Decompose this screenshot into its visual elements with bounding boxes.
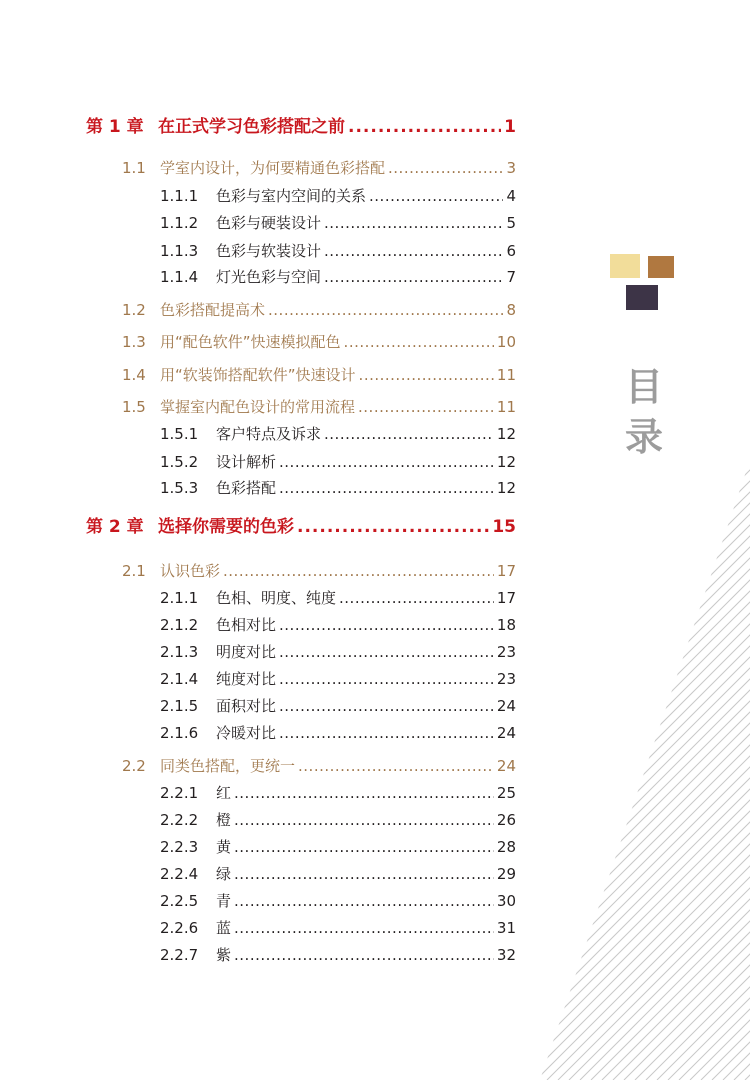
toc-entry-sub	[160, 836, 516, 857]
toc-title: 认识色彩	[160, 562, 221, 580]
dot-leader	[279, 724, 494, 742]
dot-leader	[298, 757, 494, 775]
toc-title: 同类色搭配，更统一	[160, 757, 296, 775]
toc-entry-section	[122, 157, 516, 178]
toc-page-number: 4	[506, 187, 516, 205]
toc-title: 灯光色彩与空间	[216, 268, 322, 286]
toc-entry-sub	[160, 782, 516, 803]
toc-title: 青	[216, 892, 232, 910]
toc-title: 蓝	[216, 919, 232, 937]
toc-title: 色彩与硬装设计	[216, 214, 322, 232]
toc-number: 1.1	[122, 159, 146, 177]
toc-entry-sub	[160, 668, 516, 689]
toc-number: 2.2	[122, 757, 146, 775]
toc-title: 红	[216, 784, 232, 802]
dot-leader	[279, 670, 494, 688]
toc-title: 色彩搭配	[216, 479, 277, 497]
toc-title: 掌握室内配色设计的常用流程	[160, 398, 356, 416]
toc-number: 1.5	[122, 398, 146, 416]
dot-leader	[234, 946, 494, 964]
toc-page-number: 12	[496, 425, 516, 443]
toc-number: 1.1.4	[160, 268, 199, 286]
toc-number: 1.1.1	[160, 187, 199, 205]
toc-page-number: 17	[496, 589, 516, 607]
toc-number: 1.1.3	[160, 242, 199, 260]
dot-leader	[324, 268, 503, 286]
toc-title: 橙	[216, 811, 232, 829]
toc-page-number: 29	[496, 865, 516, 883]
toc-page-number: 24	[496, 697, 516, 715]
toc-number: 2.2.3	[160, 838, 199, 856]
dot-leader	[279, 697, 494, 715]
toc-number: 第 2 章	[86, 517, 144, 537]
toc-page-number: 15	[492, 517, 516, 537]
dot-leader	[234, 892, 494, 910]
toc-title: 面积对比	[216, 697, 277, 715]
dot-leader	[234, 811, 494, 829]
toc-number: 2.1.1	[160, 589, 199, 607]
toc-number: 2.1	[122, 562, 146, 580]
toc-page-number: 1	[504, 117, 516, 137]
toc-entry-sub	[160, 890, 516, 911]
dot-leader	[268, 301, 503, 319]
dot-leader	[234, 919, 494, 937]
toc-title: 色彩与室内空间的关系	[216, 187, 367, 205]
dot-leader	[279, 479, 494, 497]
dot-leader	[234, 838, 494, 856]
toc-page-number: 3	[506, 159, 516, 177]
toc-entry-section	[122, 396, 516, 417]
toc-page-number: 31	[496, 919, 516, 937]
toc-number: 2.1.4	[160, 670, 199, 688]
toc-page-number: 24	[496, 757, 516, 775]
toc-title: 客户特点及诉求	[216, 425, 322, 443]
toc-entry-section	[122, 560, 516, 581]
toc-page-number: 28	[496, 838, 516, 856]
toc-page-number: 12	[496, 453, 516, 471]
toc-page-number: 11	[496, 398, 516, 416]
toc-number: 2.2.5	[160, 892, 199, 910]
toc-number: 2.1.5	[160, 697, 199, 715]
toc-entry-sub	[160, 641, 516, 662]
dot-leader	[279, 616, 494, 634]
toc-number: 2.2.2	[160, 811, 199, 829]
toc-page-number: 24	[496, 724, 516, 742]
toc-title: 学室内设计，为何要精通色彩搭配	[160, 159, 386, 177]
toc-title: 纯度对比	[216, 670, 277, 688]
dot-leader	[234, 784, 494, 802]
toc-number: 2.2.7	[160, 946, 199, 964]
toc-entry-sub	[160, 212, 516, 233]
toc-title: 色相、明度、纯度	[216, 589, 337, 607]
toc-entry-sub	[160, 809, 516, 830]
toc-entry-sub	[160, 863, 516, 884]
toc-number: 1.3	[122, 333, 146, 351]
dot-leader	[344, 333, 494, 351]
toc-title: 色彩与软装设计	[216, 242, 322, 260]
toc-entry-chapter	[86, 112, 516, 137]
toc-number: 2.1.3	[160, 643, 199, 661]
toc-title: 色彩搭配提高术	[160, 301, 266, 319]
toc-entry-sub	[160, 477, 516, 498]
toc-number: 1.4	[122, 366, 146, 384]
toc-page-number: 7	[506, 268, 516, 286]
dot-leader	[297, 517, 489, 537]
toc-title: 色相对比	[216, 616, 277, 634]
toc-title: 黄	[216, 838, 232, 856]
toc-entry-sub	[160, 614, 516, 635]
toc-title: 选择你需要的色彩	[158, 517, 294, 537]
dot-leader	[324, 425, 494, 443]
toc-entry-section	[122, 364, 516, 385]
toc-title: 用“软装饰搭配软件”快速设计	[160, 366, 356, 384]
toc-number: 1.5.1	[160, 425, 199, 443]
dot-leader	[324, 214, 503, 232]
toc-page-number: 10	[496, 333, 516, 351]
toc-entry-section	[122, 755, 516, 776]
toc-page-number: 5	[506, 214, 516, 232]
dot-leader	[388, 159, 503, 177]
dot-leader	[234, 865, 494, 883]
toc-page-number: 32	[496, 946, 516, 964]
toc-page-number: 23	[496, 670, 516, 688]
toc-title: 紫	[216, 946, 232, 964]
dot-leader	[339, 589, 494, 607]
dot-leader	[279, 643, 494, 661]
toc-title: 设计解析	[216, 453, 277, 471]
toc-entry-sub	[160, 185, 516, 206]
toc-number: 1.2	[122, 301, 146, 319]
side-title: 目录	[624, 365, 663, 459]
toc-entry-sub	[160, 722, 516, 743]
toc-entry-sub	[160, 423, 516, 444]
toc-title: 冷暖对比	[216, 724, 277, 742]
dot-leader	[358, 398, 494, 416]
toc-entry-sub	[160, 266, 516, 287]
toc-entry-sub	[160, 917, 516, 938]
toc-number: 2.2.1	[160, 784, 199, 802]
toc-title: 在正式学习色彩搭配之前	[158, 117, 345, 137]
toc-number: 2.1.6	[160, 724, 199, 742]
toc-entry-sub	[160, 695, 516, 716]
color-swatch-dark	[626, 285, 658, 310]
toc-number: 2.1.2	[160, 616, 199, 634]
toc-page-number: 6	[506, 242, 516, 260]
toc-page-number: 23	[496, 643, 516, 661]
dot-leader	[359, 366, 494, 384]
toc-entry-section	[122, 299, 516, 320]
toc-number: 2.2.4	[160, 865, 199, 883]
dot-leader	[223, 562, 494, 580]
dot-leader	[369, 187, 503, 205]
toc-title: 绿	[216, 865, 232, 883]
toc-page-number: 11	[496, 366, 516, 384]
toc-page-number: 25	[496, 784, 516, 802]
toc-entry-chapter	[86, 512, 516, 537]
toc-entry-sub	[160, 944, 516, 965]
toc-title: 明度对比	[216, 643, 277, 661]
toc-page-number: 12	[496, 479, 516, 497]
toc-number: 2.2.6	[160, 919, 199, 937]
toc-page-number: 30	[496, 892, 516, 910]
toc-number: 1.5.2	[160, 453, 199, 471]
toc-entry-sub	[160, 240, 516, 261]
toc-entry-section	[122, 331, 516, 352]
color-swatch-brown	[648, 256, 674, 278]
toc-page-number: 8	[506, 301, 516, 319]
toc-number: 1.5.3	[160, 479, 199, 497]
toc-number: 第 1 章	[86, 117, 144, 137]
diagonal-stripes-decoration	[540, 460, 750, 1080]
toc-entry-sub	[160, 587, 516, 608]
toc-page-number: 26	[496, 811, 516, 829]
toc-number: 1.1.2	[160, 214, 199, 232]
color-swatch-cream	[610, 254, 640, 278]
toc-page-number: 17	[496, 562, 516, 580]
toc-title: 用“配色软件”快速模拟配色	[160, 333, 341, 351]
dot-leader	[348, 117, 501, 137]
toc-entry-sub	[160, 451, 516, 472]
dot-leader	[324, 242, 503, 260]
toc-page-number: 18	[496, 616, 516, 634]
dot-leader	[279, 453, 494, 471]
